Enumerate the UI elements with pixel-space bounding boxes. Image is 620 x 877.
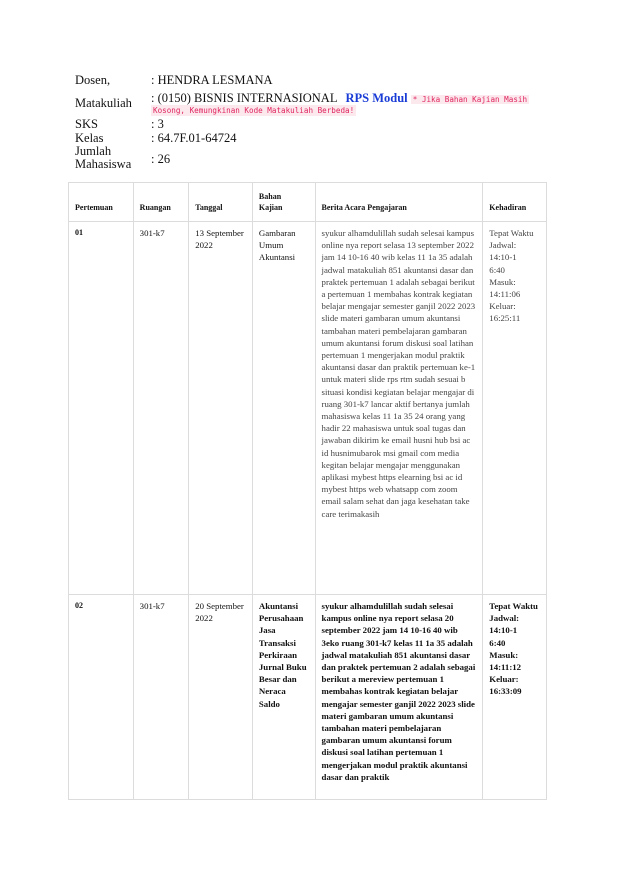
row2-keluar: 16:33:09: [489, 686, 522, 697]
row2-jadwal: 14:10-16:40: [489, 625, 518, 648]
header-kehadiran: Kehadiran: [483, 183, 547, 222]
jumlah-value: : 26: [151, 152, 171, 166]
matakuliah-value: : (0150) BISNIS INTERNASIONAL: [151, 91, 338, 105]
row1-jadwal: 14:10-16:40: [489, 252, 517, 275]
rps-modul-link[interactable]: RPS Modul: [345, 91, 408, 105]
row1-berita: syukur alhamdulillah sudah selesai kampus online nya report selasa 13 september 2022 jam 14 10-16 40 wib kelas 11 1a 35 adalah jadwal matakuliah 851 akuntansi dasar dan praktek pertemuan 1 adalah sebagai berikut a pertemuan 1 membahas kontrak kegiatan belajar mengajar semester ganjil 2022 2023 slide materi gambaran umum akuntansi tambahan materi pembelajaran gambaran umum akuntansi forum diskusi soal latihan pertemuan 1 mengerjakan modul praktik akuntansi dasar dan praktik pertemuan ke-1 untuk materi slide rps rtm sudah sesuai b situasi kondisi kegiatan belajar mengajar di ruang 301-k7 lancar aktif bertanya jumlah mahasiswa kelas 11 1a 35 24 orang yang hadir 22 mahasiswa untuk soal tugas dan jawaban dikirim ke email husni hub bsi ac id husnimubarok msi gmail com media kegitan belajar mengajar menggunakan aplikasi mybest https elearning bsi ac id mybest https web whatsapp com zoom email salam sehat dan jaga kesehatan take care terimakasih: [315, 222, 483, 595]
row2-kehadiran: [483, 595, 547, 800]
sks-label: SKS: [75, 117, 98, 131]
row1-kehadiran: [483, 222, 547, 595]
row1-status: Tepat Waktu: [489, 228, 534, 238]
rps-note-line2: Kosong, Kemungkinan Kode Matakuliah Berbeda!: [153, 106, 355, 115]
row1-pertemuan: 01: [69, 222, 134, 595]
row1-jadwal-label: Jadwal:: [489, 240, 517, 251]
header-bahan-kajian: Bahan Kajian: [252, 183, 315, 222]
matakuliah-value-group: [151, 91, 529, 115]
teaching-report-table: [68, 182, 547, 800]
jumlah-label-1: Jumlah: [75, 144, 112, 158]
row1-ruangan: 301-k7: [133, 222, 189, 595]
matakuliah-label: Matakuliah: [75, 96, 132, 110]
header-berita-acara: Berita Acara Pengajaran: [315, 183, 483, 222]
row2-ruangan: 301-k7: [133, 595, 189, 800]
header-tanggal: Tanggal: [189, 183, 253, 222]
row1-bahan: Gambaran Umum Akuntansi: [252, 222, 315, 595]
table-header-row: [69, 183, 547, 222]
dosen-value: : HENDRA LESMANA: [151, 73, 273, 87]
jumlah-label: [75, 145, 131, 171]
dosen-label: Dosen,: [75, 73, 111, 87]
kelas-value: : 64.7F.01-64724: [151, 131, 237, 145]
table-row: [69, 222, 547, 595]
header-pertemuan: Pertemuan: [69, 183, 134, 222]
row2-tanggal: 20 September 2022: [189, 595, 253, 800]
row2-masuk: 14:11:12: [489, 662, 522, 673]
jumlah-label-2: Mahasiswa: [75, 157, 132, 171]
kelas-label: Kelas: [75, 131, 104, 145]
row2-masuk-label: Masuk:: [489, 649, 519, 660]
row1-masuk: 14:11:06: [489, 289, 521, 300]
row2-keluar-label: Keluar:: [489, 674, 519, 685]
row1-keluar-label: Keluar:: [489, 301, 516, 312]
row1-keluar: 16:25:11: [489, 313, 521, 324]
rps-note-line1: * Jika Bahan Kajian Masih: [412, 95, 528, 104]
sks-value: : 3: [151, 117, 164, 131]
row2-berita: syukur alhamdulillah sudah selesai kampus online nya report selasa 20 september 2022 jam 14 10-16 40 wib 3eko ruang 301-k7 kelas 11 1a 35 adalah jadwal matakuliah 851 akuntansi dasar dan praktek pertemuan 2 adalah sebagai berikut a mereview pertemuan 1 membahas kontrak kegiatan belajar mengajar semester ganjil 2022 2023 slide materi gambaran umum akuntansi tambahan materi pembelajaran gambaran umum akuntansi forum diskusi soal latihan pertemuan 1 mengerjakan modul praktik akuntansi dasar dan praktik: [315, 595, 483, 800]
row2-jadwal-label: Jadwal:: [489, 613, 520, 624]
row1-tanggal: 13 September 2022: [189, 222, 253, 595]
row2-status: Tepat Waktu: [489, 601, 538, 611]
row2-pertemuan: 02: [69, 595, 134, 800]
row2-bahan: Akuntansi Perusahaan Jasa Transaksi Perkiraan Jurnal Buku Besar dan Neraca Saldo: [252, 595, 315, 800]
header-ruangan: Ruangan: [133, 183, 189, 222]
table-row: [69, 595, 547, 800]
row1-masuk-label: Masuk:: [489, 276, 516, 287]
